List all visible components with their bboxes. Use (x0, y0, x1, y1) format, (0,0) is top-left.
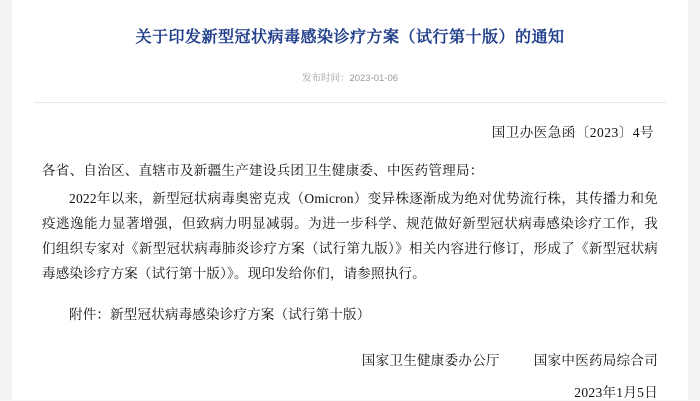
publish-time: 发布时间：2023-01-06 (301, 73, 399, 84)
signature-secondary: 国家中医药局综合司 (533, 352, 658, 368)
header-divider (34, 102, 666, 103)
signature-date: 2023年1月5日 (574, 384, 658, 400)
document-content (12, 0, 688, 400)
body-paragraph: 2022年以来，新型冠状病毒奥密克戎（Omicron）变异株逐渐成为绝对优势流行株，其传播力和免疫逃逸能力显著增强，但致病力明显减弱。为进一步科学、规范做好新型冠状病毒感染诊疗工作，我们组织专家对《新型冠状病毒肺炎诊疗方案（试行第九版）》相关内容进行修订，形成了《新型冠状病毒感染诊疗方案（试行第十版）》。现印发给你们，请参照执行。 (42, 191, 658, 281)
recipient-line: 各省、自治区、直辖市及新疆生产建设兵团卫生健康委、中医药管理局： (42, 163, 484, 178)
page-right-margin (688, 0, 700, 400)
signature-primary: 国家卫生健康委办公厅 (361, 352, 500, 368)
attachment-line: 附件：新型冠状病毒感染诊疗方案（试行第十版） (69, 306, 371, 322)
signature-row (12, 349, 688, 369)
page-left-margin (0, 0, 12, 400)
page-title: 关于印发新型冠状病毒感染诊疗方案（试行第十版）的通知 (135, 29, 565, 46)
document-number: 国卫办医急函〔2023〕4号 (491, 125, 654, 140)
